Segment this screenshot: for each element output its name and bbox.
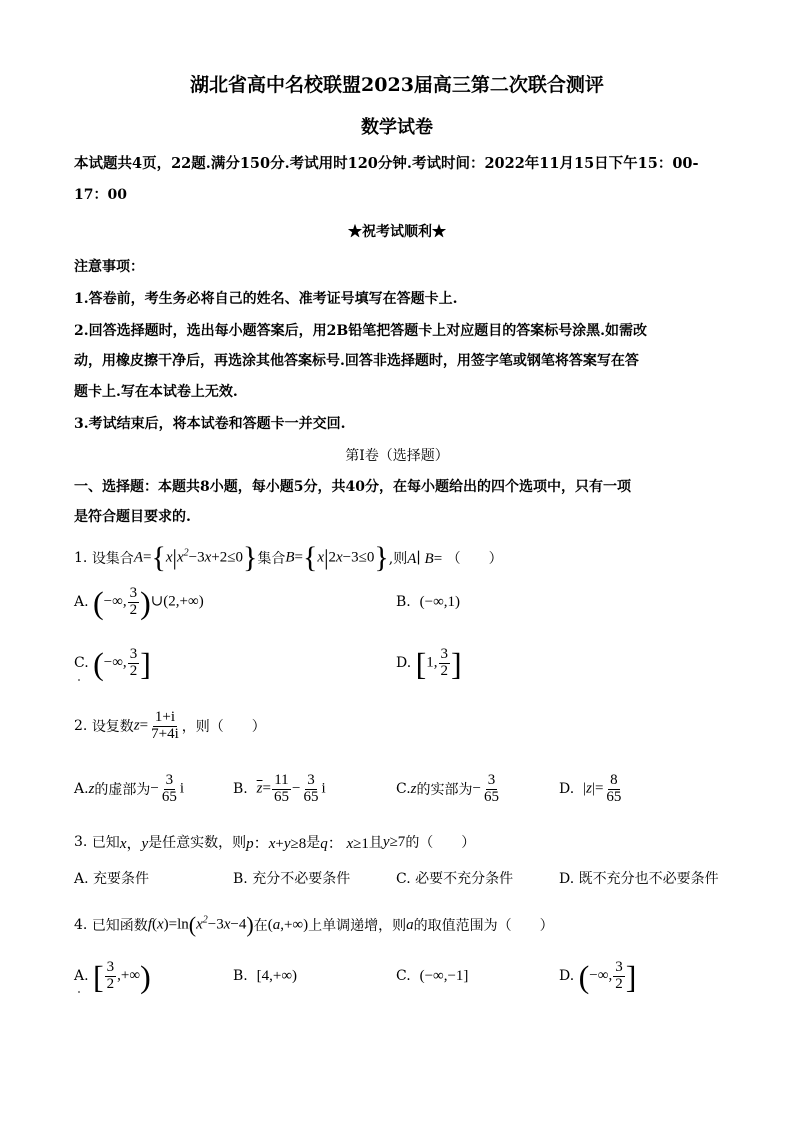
question-number: 2. [74,718,88,734]
question-1-option-b [396,589,460,615]
option-label: B. [233,781,248,797]
notes-item-2-line1: 2.回答选择题时，选出每小题答案后，用2B铅笔把答题卡上对应题目的答案标号涂黑.如需改 [74,323,648,339]
question-2-option-d [559,767,624,811]
question-text: 且 [368,835,383,851]
question-number: 1. [74,550,88,566]
complex-z-formula: z= $\frac{1+i}{7+4i}$ [133,708,179,742]
set-b-formula: B={x|2x−3≤0} [285,541,389,574]
option-a-formula: (−∞, $\frac{3}{2}$ )∪(2,+∞) [93,584,204,620]
option-label: D. [396,655,412,671]
question-4-stem: 4. 已知函数 $f(x)=\ln(x^2-3x-4)$ 在 (a,+∞) 上单调递增，则 a 的取值范围为（ ） [74,912,554,937]
exam-info-line2: 17：00 [74,187,127,203]
question-text: 已知函数 [91,918,148,934]
option-label: A. [74,781,89,797]
question-1-option-d [396,641,462,685]
question-3-option-d: D. 既不充分也不必要条件 [559,871,719,887]
section-1-line1: 一、选择题：本题共8小题，每小题5分，共40分，在每小题给出的四个选项中，只有一项 [74,479,631,495]
exam-subtitle: 数学试卷 [361,117,433,138]
option-d-formula: |z|= $\frac{8}{65}$ [583,771,622,805]
question-text: ，则（ ） [181,719,266,735]
question-text: 在 [253,918,268,934]
scan-dot [78,679,80,681]
notes-item-3: 3.考试结束后，将本试卷和答题卡一并交回. [74,416,346,432]
option-label: B. [233,968,248,984]
question-text: 的取值范围为（ ） [413,918,554,934]
question-3-stem: 3. 已知 x，y 是任意实数，则 p：x+y≥8 是 q： x≥1 且 y≥7 的（ ） [74,833,476,852]
question-4-option-a [74,954,151,998]
option-label: D. [559,968,575,984]
question-number: 3. [74,834,88,850]
option-a-formula: [ $\frac{3}{2}$ ,+∞) [93,958,151,994]
question-text: 设复数 [91,719,134,735]
option-b-formula: (−∞,1) [419,593,461,610]
option-d-formula: (−∞, $\frac{3}{2}$ ] [578,958,637,994]
option-label: D. [559,781,575,797]
question-text: 是 [306,835,321,851]
exam-wish: ★祝考试顺利★ [348,224,446,240]
question-2-option-a: A. z 的虚部为 − $\frac{3}{65}$ i [74,771,185,805]
option-label: C. [396,968,411,984]
scan-dot [78,991,80,993]
notes-item-1: 1.答卷前，考生务必将自己的姓名、准考证号填写在答题卡上. [74,291,458,307]
question-2-stem [74,704,266,748]
option-label: C. [396,781,411,797]
option-label: C. [74,655,89,671]
question-2-option-b [233,767,326,811]
option-b-formula: [4,+∞) [256,967,298,984]
answer-blank: （ ） [446,551,503,567]
section-1-line2: 是符合题目要求的. [74,509,191,525]
intersection-formula: A∣ B= [407,550,443,567]
question-text: 是任意实数，则 [148,835,247,851]
question-text: 集合 [257,551,286,567]
option-label: A. [74,968,89,984]
option-text: 的虚部为 [94,782,151,798]
question-number: 4. [74,917,88,933]
question-2-option-c: C. z 的实部为 − $\frac{3}{65}$ [396,767,502,811]
option-a-formula: − $\frac{3}{65}$ i [150,771,185,805]
option-d-formula: [1, $\frac{3}{2}$ ] [415,645,462,681]
question-4-option-b [233,964,297,988]
question-3-option-c: C. 必要不充分条件 [396,871,514,887]
option-label: A. [74,594,89,610]
exam-title: 湖北省高中名校联盟2023届高三第二次联合测评 [190,74,604,96]
notes-heading: 注意事项： [74,259,144,275]
option-label: B. [396,594,411,610]
function-formula: $f(x)=\ln(x^2-3x-4)$ [147,912,254,937]
set-a-formula: $A=\{x|x^2-3x+2\le 0\}$ [133,541,258,574]
question-4-option-d [559,954,636,998]
question-4-option-c [396,964,468,988]
exam-info-line1: 本试题共4页，22题.满分150分.考试用时120分钟.考试时间：2022年11月15日下午15：00- [74,155,699,172]
option-c-formula: − $\frac{3}{65}$ [472,771,499,805]
question-1-option-a [74,581,204,623]
option-b-formula: $\overline{z}=$ $\frac{11}{65}$ − $\frac{3}{65}$ i [256,771,326,805]
question-text: 设集合 [91,551,134,567]
interval-formula: (a,+∞) [267,916,309,933]
question-1-stem [74,540,503,576]
option-c-formula: (−∞,−1] [419,967,469,984]
question-3-option-b: B. 充分不必要条件 [233,871,351,887]
question-text: ,则 [388,551,408,567]
option-c-formula: (−∞, $\frac{3}{2}$ ] [93,645,151,681]
part1-heading: 第Ⅰ卷（选择题） [345,448,449,464]
question-text: 的（ ） [405,835,476,851]
option-text: 的实部为 [416,782,473,798]
question-text: 已知 [91,835,120,851]
question-3-option-a: A. 充要条件 [74,871,150,887]
notes-item-2-line3: 题卡上.写在本试卷上无效. [74,384,238,400]
question-1-option-c [74,641,151,685]
question-text: 上单调递增，则 [308,918,407,934]
notes-item-2-line2: 动，用橡皮擦干净后，再选涂其他答案标号.回答非选择题时，用签字笔或钢笔将答案写在答 [74,353,639,369]
